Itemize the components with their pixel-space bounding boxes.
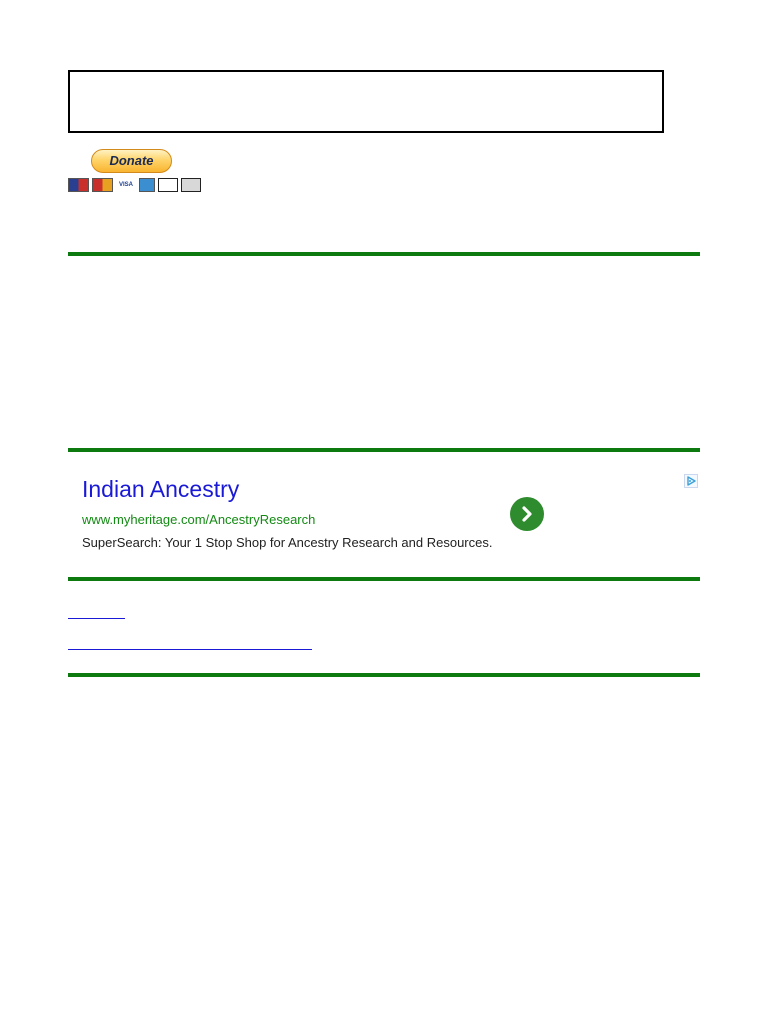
visa-icon: VISA (116, 178, 136, 192)
ad-description: SuperSearch: Your 1 Stop Shop for Ancestry Research and Resources. (82, 535, 493, 550)
ad-url[interactable]: www.myheritage.com/AncestryResearch (82, 512, 316, 527)
link-underline-long[interactable] (68, 649, 312, 650)
chevron-right-icon[interactable] (510, 497, 544, 531)
divider-4 (68, 673, 700, 677)
ad-title-link[interactable]: Indian Ancestry (82, 476, 240, 502)
amex-icon (139, 178, 155, 192)
adchoices-icon[interactable] (684, 474, 698, 488)
divider-2 (68, 448, 700, 452)
link-underline-short[interactable] (68, 618, 125, 619)
title-box (68, 70, 664, 133)
mastercard-icon (68, 178, 89, 192)
maestro-icon (92, 178, 113, 192)
discover-icon (158, 178, 178, 192)
divider-3 (68, 577, 700, 581)
divider-1 (68, 252, 700, 256)
donate-button[interactable]: Donate (91, 149, 172, 173)
payment-cards (68, 178, 201, 192)
bank-card-icon (181, 178, 201, 192)
